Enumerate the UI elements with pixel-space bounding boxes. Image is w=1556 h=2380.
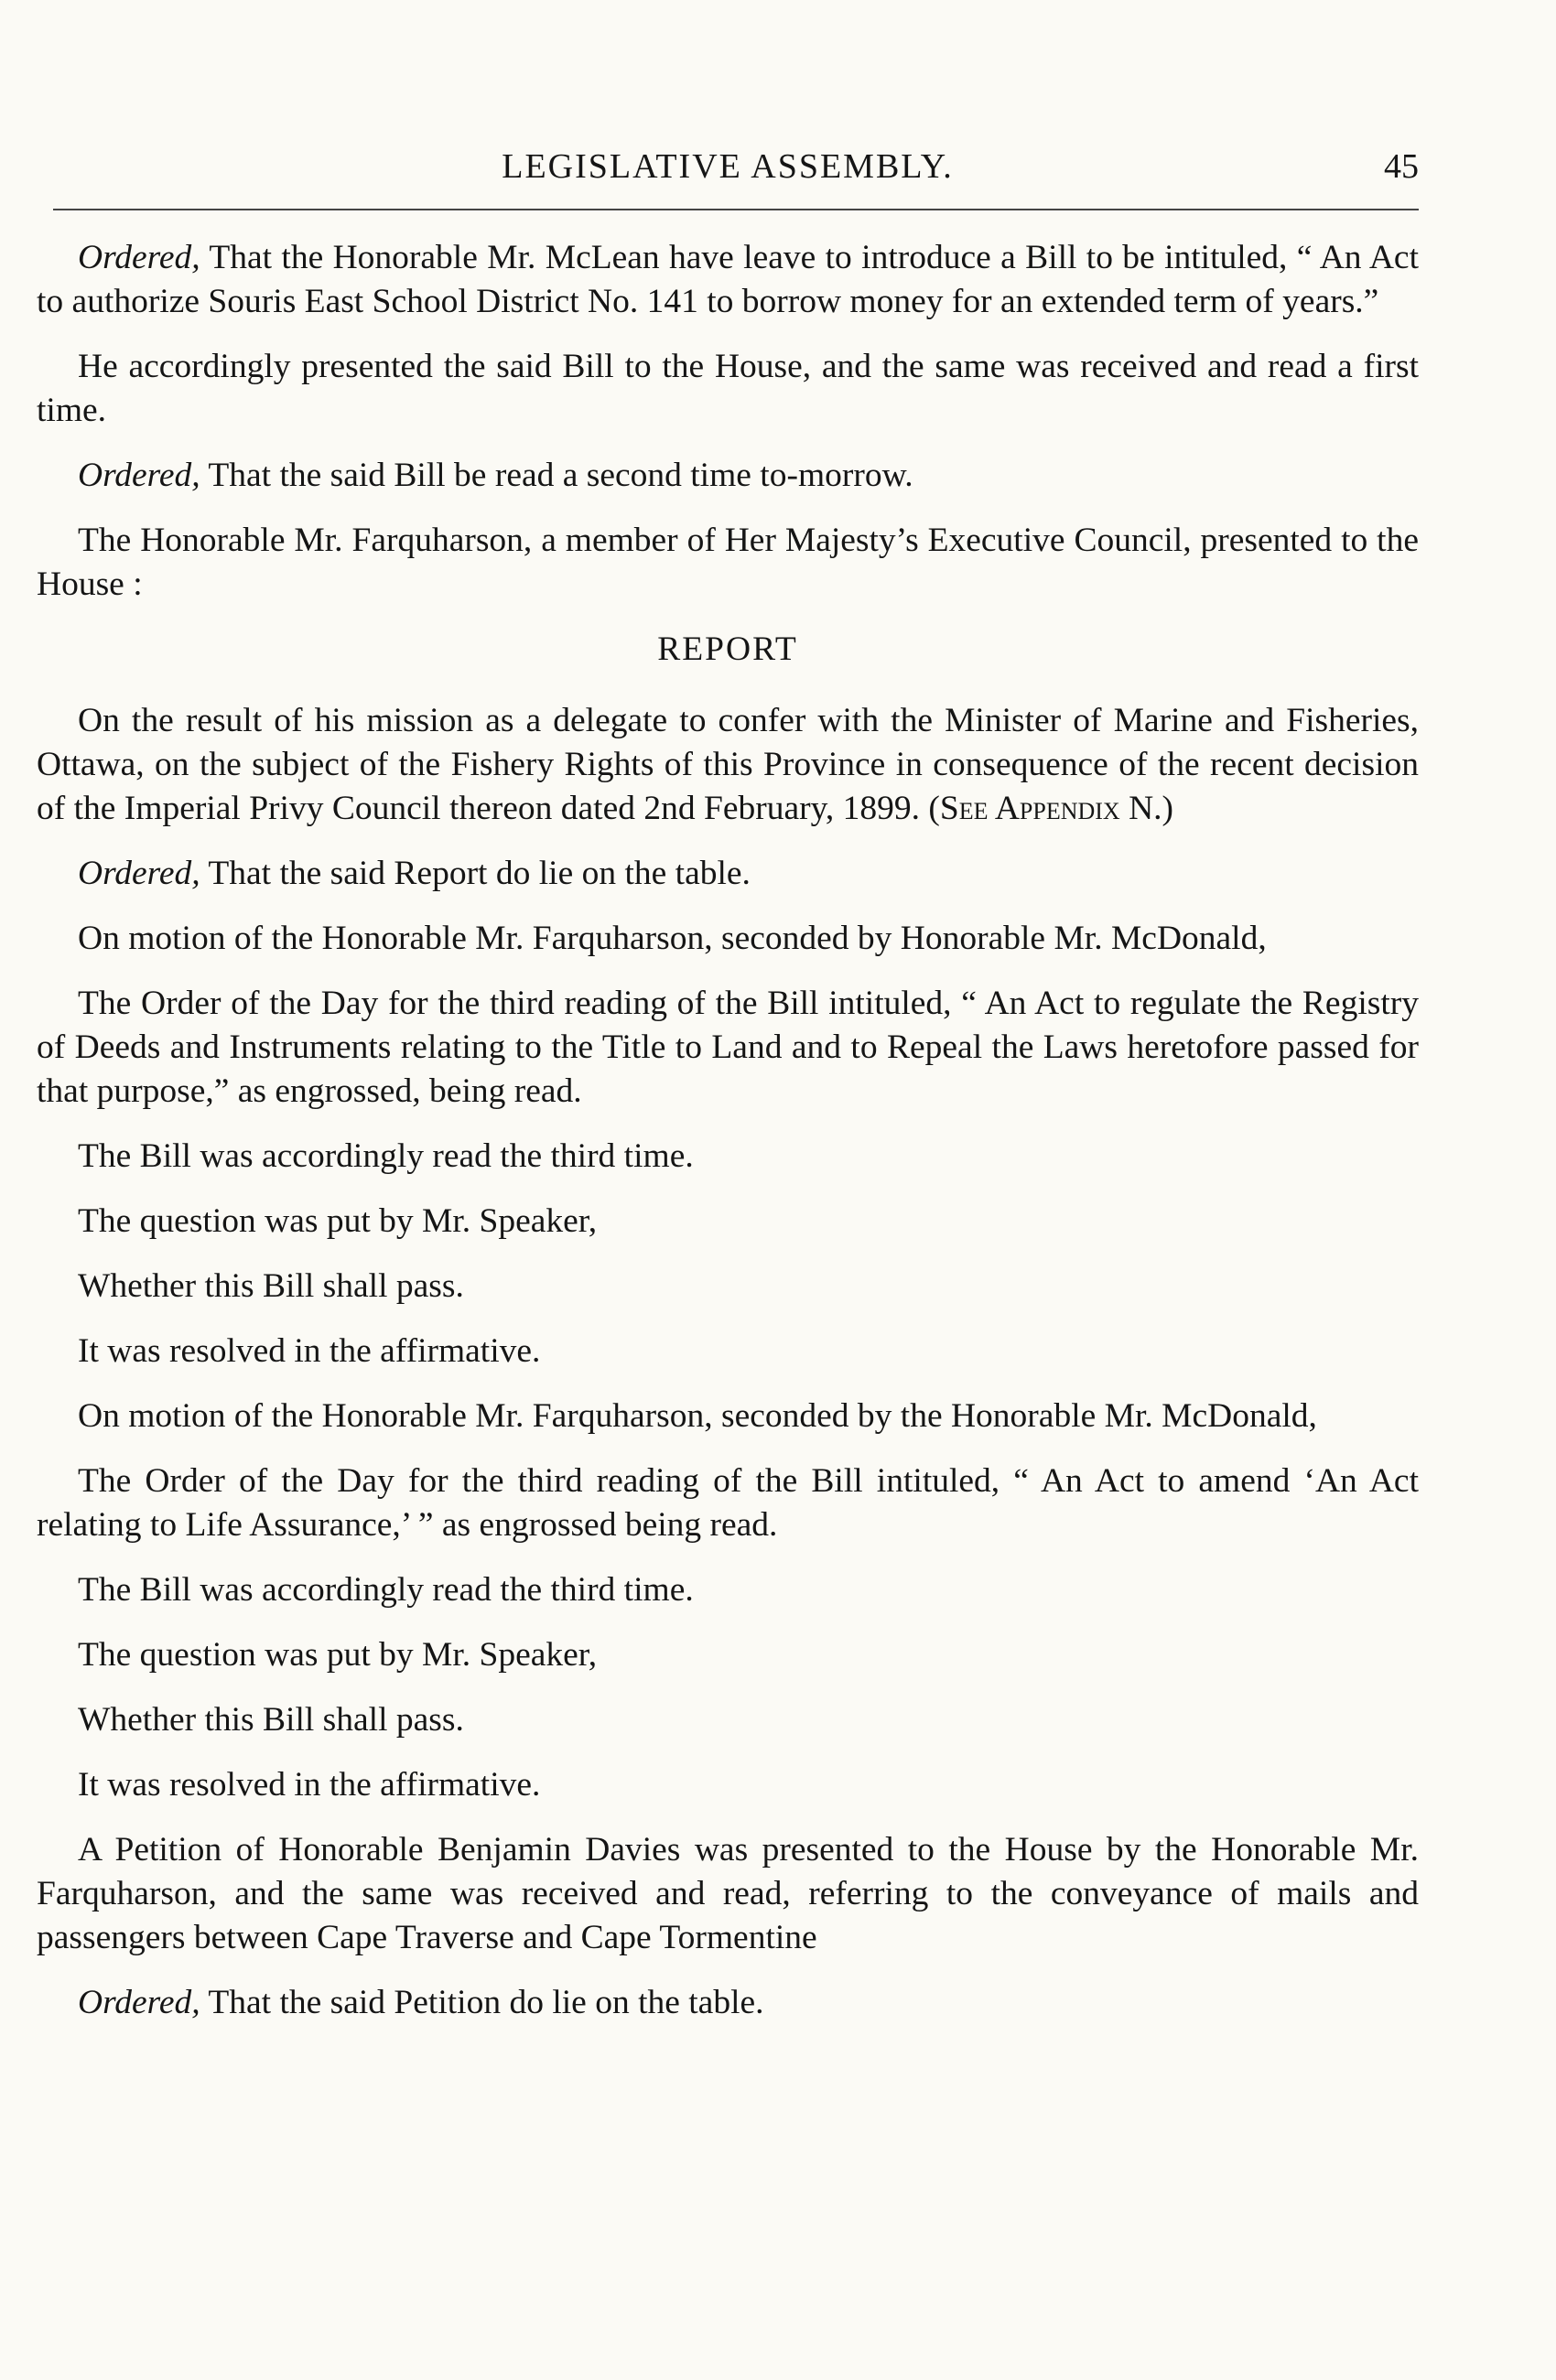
document-body xyxy=(37,236,1419,2025)
paragraph-text: That the said Petition do lie on the table. xyxy=(200,1984,764,2021)
paragraph-14 xyxy=(37,1395,1419,1438)
paragraph-8 xyxy=(37,917,1419,961)
paragraph-19 xyxy=(37,1763,1419,1807)
ordered-label: Ordered, xyxy=(78,1984,200,2021)
paragraph-text: He accordingly presented the said Bill to the House, and the same was received and read a first time. xyxy=(37,348,1419,429)
paragraph-text: That the said Report do lie on the table. xyxy=(200,855,751,892)
report-heading: REPORT xyxy=(657,630,798,668)
paragraph-text-after: ) xyxy=(1162,790,1174,827)
paragraph-10 xyxy=(37,1135,1419,1179)
paragraph-20 xyxy=(37,1828,1419,1960)
paragraph-text: Whether this Bill shall pass. xyxy=(78,1701,464,1739)
appendix-reference: See Appendix N. xyxy=(939,790,1162,827)
paragraph-11 xyxy=(37,1200,1419,1244)
paragraph-text: The Bill was accordingly read the third time. xyxy=(78,1137,694,1175)
paragraph-report-subject xyxy=(37,699,1419,831)
paragraph-text: It was resolved in the affirmative. xyxy=(78,1332,541,1370)
paragraph-7 xyxy=(37,852,1419,896)
paragraph-text: It was resolved in the affirmative. xyxy=(78,1766,541,1804)
paragraph-text: The Order of the Day for the third reading of the Bill intituled, “ An Act to regulate the Registry of Deeds and Instruments relating to the Title to Land and to Repeal the Laws heretofore passed for that purpose,” as engrossed, being read. xyxy=(37,985,1419,1110)
paragraph-text: The Order of the Day for the third reading of the Bill intituled, “ An Act to amend ‘An Act relating to Life Assurance,’ ” as engrossed being read. xyxy=(37,1462,1419,1544)
paragraph-17 xyxy=(37,1633,1419,1677)
running-title: LEGISLATIVE ASSEMBLY. xyxy=(502,147,954,186)
paragraph-1 xyxy=(37,236,1419,324)
paragraph-2 xyxy=(37,345,1419,433)
paragraph-text: Whether this Bill shall pass. xyxy=(78,1267,464,1305)
ordered-label: Ordered, xyxy=(78,855,200,892)
paragraph-text: The question was put by Mr. Speaker, xyxy=(78,1636,598,1674)
paragraph-text: That the Honorable Mr. McLean have leave to introduce a Bill to be intituled, “ An Act to authorize Souris East School District No. 141 to borrow money for an extended term of years.” xyxy=(37,239,1419,320)
paragraph-text: On motion of the Honorable Mr. Farquharson, seconded by Honorable Mr. McDonald, xyxy=(78,920,1267,957)
page-header xyxy=(37,146,1419,198)
paragraph-13 xyxy=(37,1330,1419,1373)
paragraph-16 xyxy=(37,1568,1419,1612)
paragraph-18 xyxy=(37,1698,1419,1742)
page-number: 45 xyxy=(1384,147,1419,186)
header-rule xyxy=(53,209,1419,210)
document-page xyxy=(37,146,1419,2046)
ordered-label: Ordered, xyxy=(78,457,200,494)
paragraph-text: That the said Bill be read a second time to-morrow. xyxy=(200,457,913,494)
paragraph-9 xyxy=(37,982,1419,1114)
paragraph-21 xyxy=(37,1981,1419,2025)
paragraph-4 xyxy=(37,519,1419,607)
paragraph-15 xyxy=(37,1459,1419,1547)
paragraph-text: A Petition of Honorable Benjamin Davies was presented to the House by the Honorable Mr. Farquharson, and the same was received and read, referring to the conveyance of mails and passengers between Cape Traverse and Cape Tormentine xyxy=(37,1831,1419,1956)
paragraph-text: The Honorable Mr. Farquharson, a member of Her Majesty’s Executive Council, presented to the House : xyxy=(37,522,1419,603)
paragraph-text: The Bill was accordingly read the third time. xyxy=(78,1571,694,1609)
paragraph-text: On the result of his mission as a delegate to confer with the Minister of Marine and Fisheries, Ottawa, on the subject of the Fishery Rights of this Province in consequence of the recent decision of the Imperial Privy Council thereon dated 2nd February, 1899. ( xyxy=(37,702,1419,827)
paragraph-3 xyxy=(37,454,1419,498)
paragraph-text: The question was put by Mr. Speaker, xyxy=(78,1202,598,1240)
ordered-label: Ordered, xyxy=(78,239,200,276)
paragraph-text: On motion of the Honorable Mr. Farquharson, seconded by the Honorable Mr. McDonald, xyxy=(78,1397,1317,1435)
paragraph-12 xyxy=(37,1265,1419,1308)
